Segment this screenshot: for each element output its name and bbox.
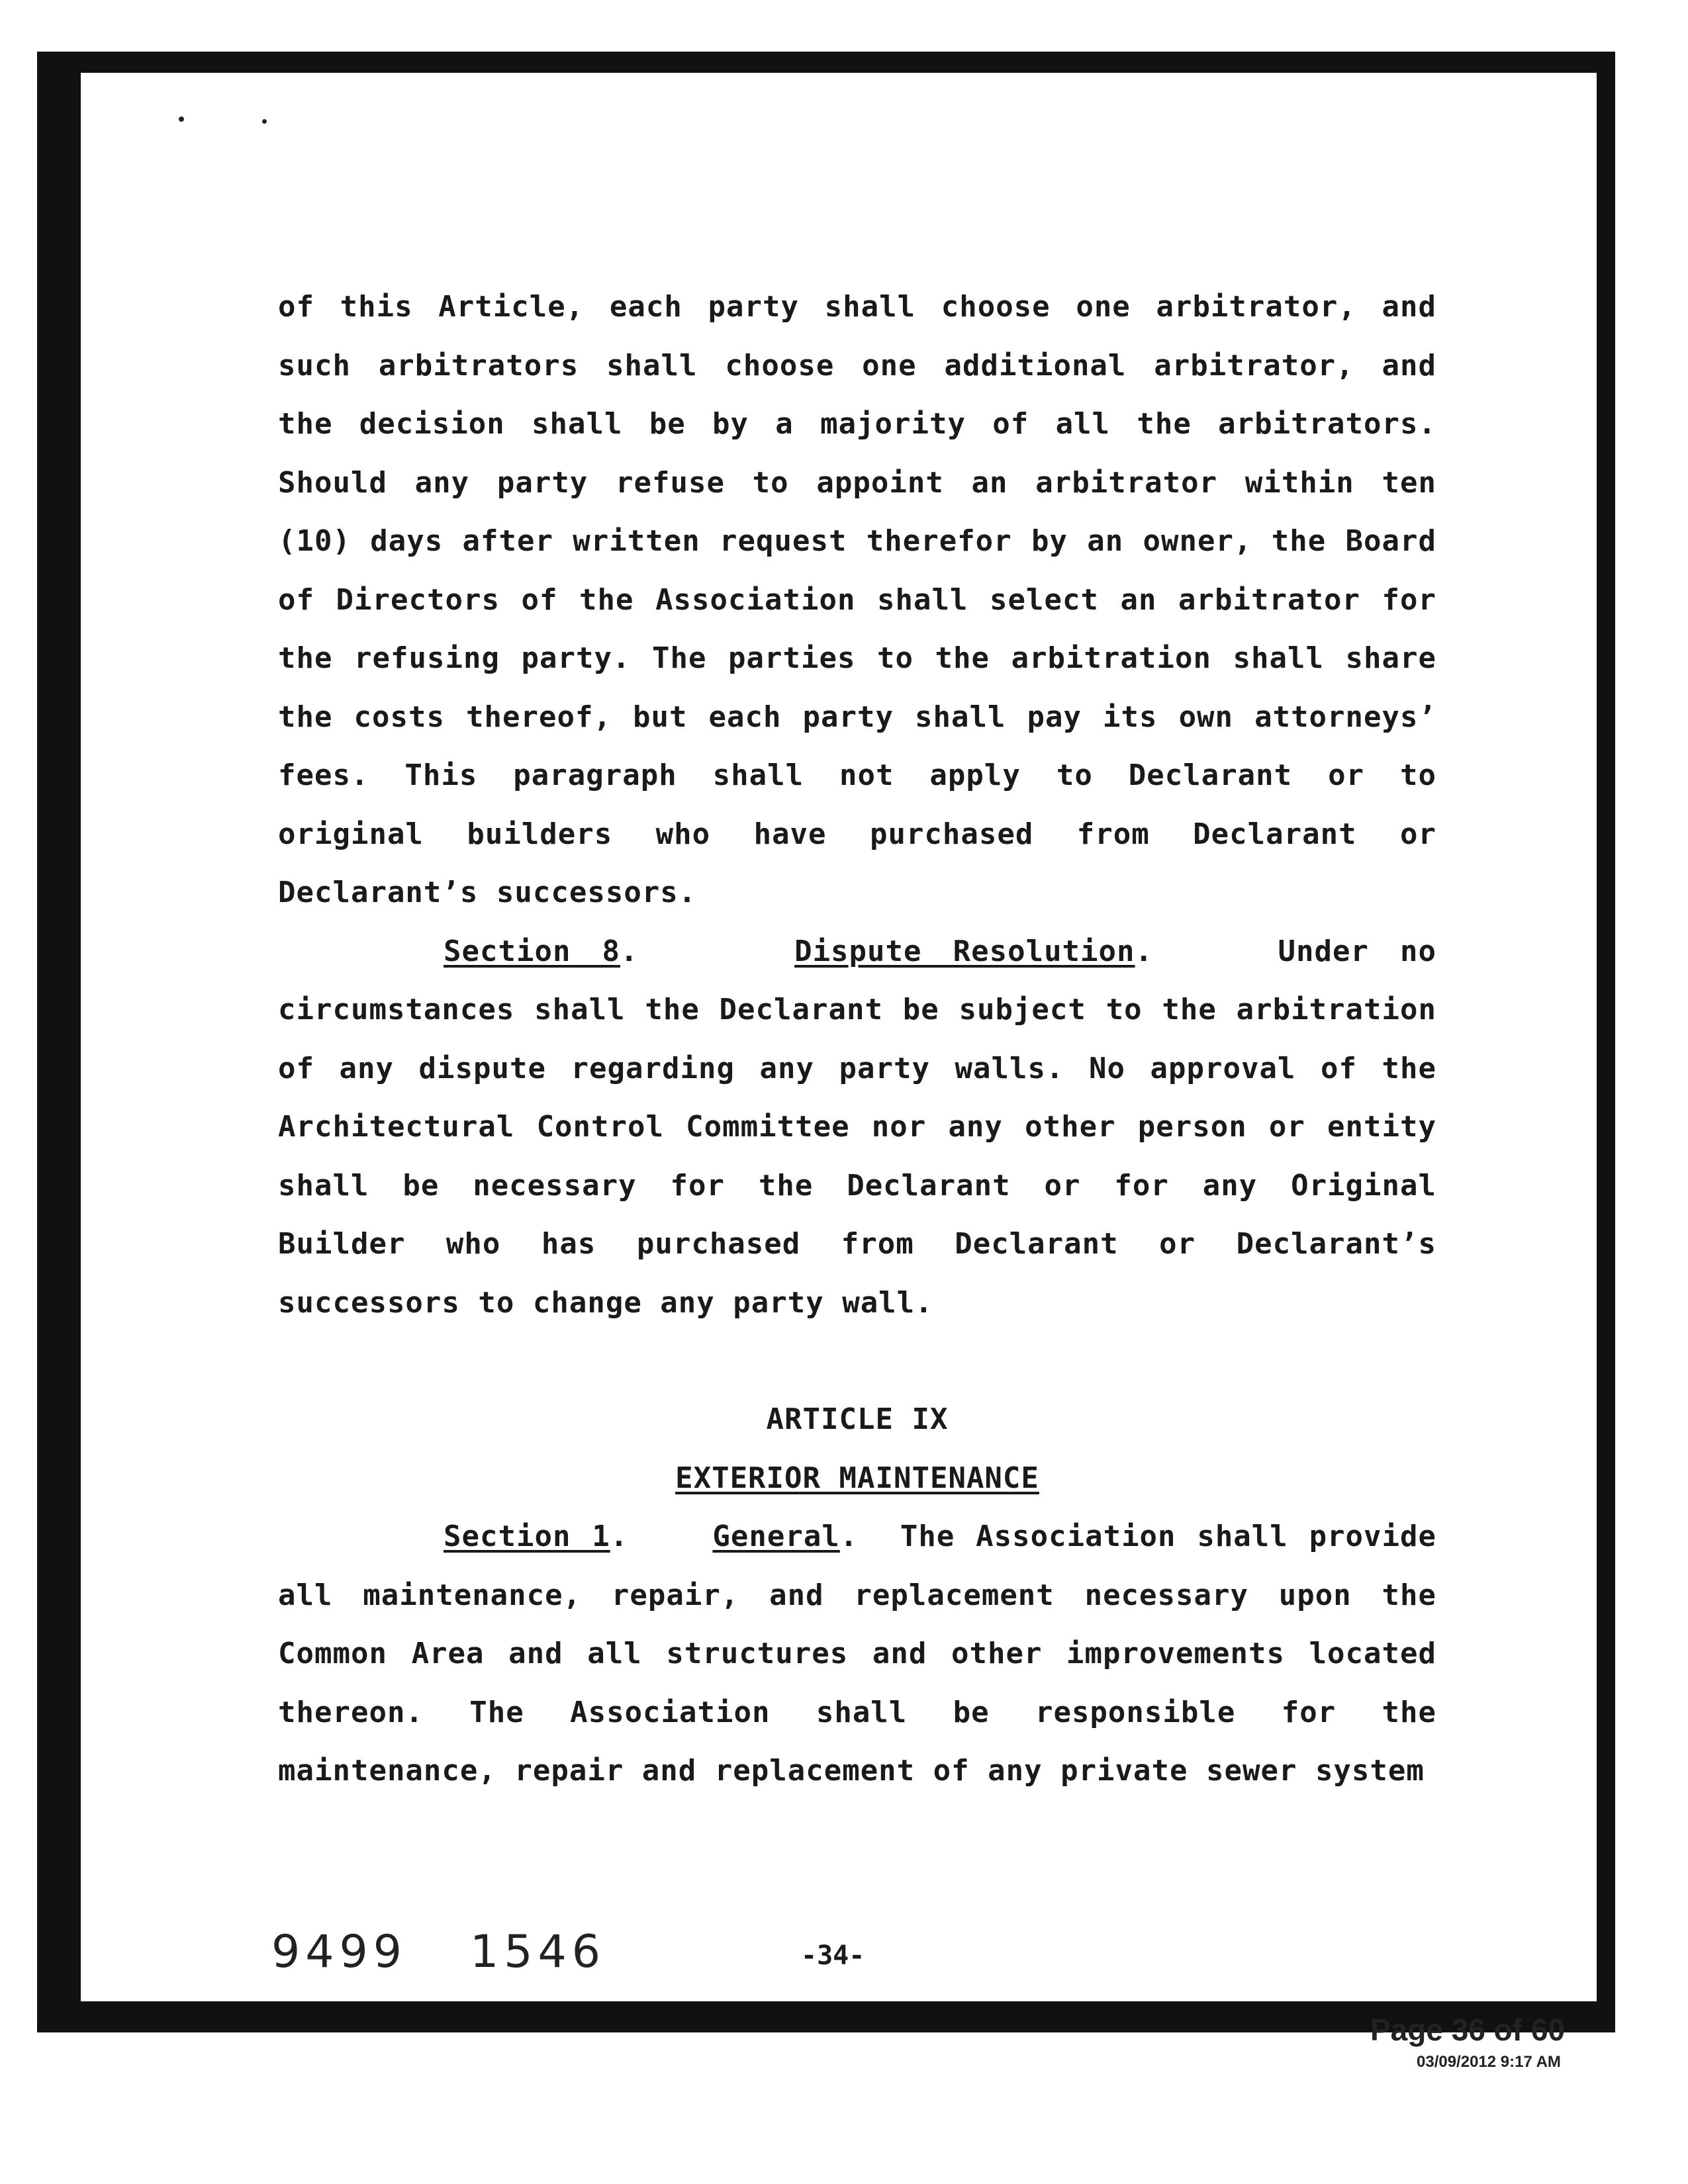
scan-speck [262, 119, 267, 124]
page-number: -34- [801, 1940, 865, 1971]
section-8-heading: Dispute Resolution [794, 934, 1135, 968]
paragraph-section-8: Section 8. Dispute Resolution. Under no circumstances shall the Declarant be subject to the arbitration of any dispute regarding any party walls. No approval of the Architectural Control Committee nor any other person or entity shall be necessary for the Declarant or for any Original Builder who has purchased from Declarant or Declarant’s successors to change any party wall. [278, 934, 1437, 1320]
handwritten-page: 1546 [470, 1926, 606, 1978]
paragraph-arbitration: of this Article, each party shall choose one arbitrator, and such arbitrators shall choose one additional arbitrator, and the decision shall be by a majority of all the arbitrators. Should any party refuse to appoint an arbitrator within ten (10) days after written request therefor by an owner, the Board of Directors of the Association shall select an arbitrator for the refusing party. The parties to the arbitration shall share the costs thereof, but each party shall pay its own attorneys’ fees. This paragraph shall not apply to Declarant or to original builders who have purchased from Declarant or Declarant’s successors. [278, 290, 1436, 909]
timestamp-stamp: 03/09/2012 9:17 AM [1417, 2053, 1561, 2071]
scan-speck [179, 116, 184, 122]
page-footer [271, 1926, 933, 1992]
page-count-stamp: Page 36 of 60 [1370, 2013, 1566, 2047]
section-8-label: Section 8 [444, 934, 621, 968]
section-1-text: The Association shall provide all maintenance, repair, and replacement necessary upon the Common Area and all structures and other improvements located thereon. The Association shall be responsible for the maintenance, repair and replacement of any private sewer system [278, 1520, 1437, 1788]
article-number: ARTICLE IX [766, 1402, 949, 1436]
article-title [278, 1449, 1436, 1508]
handwritten-volume: 9499 [271, 1926, 408, 1978]
section-1-heading: General [712, 1520, 840, 1553]
article-title-text: EXTERIOR MAINTENANCE [675, 1461, 1039, 1495]
paragraph-section-1: Section 1. General. The Association shall provide all maintenance, repair, and replacement necessary upon the Common Area and all structures and other improvements located thereon. The Association shall be responsible for the maintenance, repair and replacement of any private sewer system [278, 1520, 1437, 1788]
section-8-text: Under no circumstances shall the Declarant be subject to the arbitration of any dispute regarding any party walls. No approval of the Architectural Control Committee nor any other person or entity shall be necessary for the Declarant or for any Original Builder who has purchased from Declarant or Declarant’s successors to change any party wall. [278, 934, 1437, 1320]
section-gap [278, 1332, 1436, 1390]
document-body [278, 278, 1436, 1801]
section-1-label: Section 1 [444, 1520, 610, 1553]
